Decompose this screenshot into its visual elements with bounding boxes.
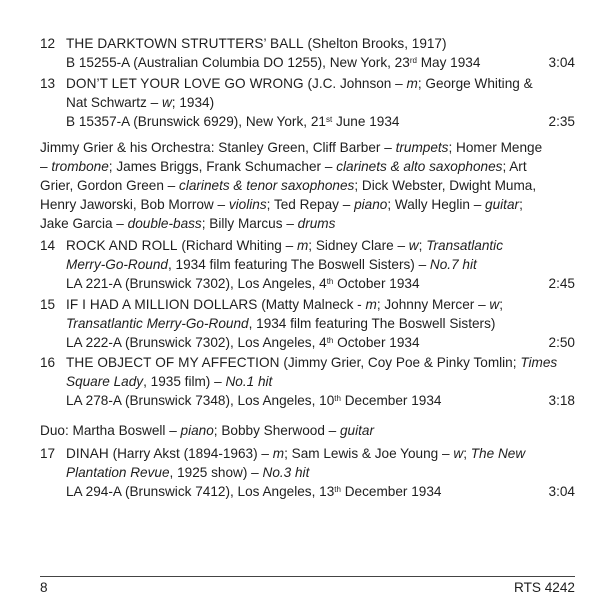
track-number: 16 [40, 355, 56, 370]
instrument: guitar [485, 197, 520, 212]
personnel-text: : Stanley Green, Cliff Barber – [210, 140, 396, 155]
track-credit-italic: Transatlantic Merry-Go-Round [66, 316, 249, 331]
track-duration: 2:35 [548, 114, 575, 129]
recording-date: June 1934 [332, 114, 400, 129]
recording-info: LA 294-A (Brunswick 7412), Los Angeles, 13 [66, 484, 335, 499]
track-credit: (Matty Malneck - [261, 297, 366, 312]
footer-divider [40, 576, 575, 577]
personnel-text: – [40, 159, 52, 174]
track-credit-italic: w [408, 238, 419, 253]
personnel-text: : Martha Boswell – [64, 423, 181, 438]
track-credit: (Harry Akst (1894-1963) – [112, 446, 273, 461]
track-credit-italic: Square Lady [66, 374, 144, 389]
day-suffix: th [334, 394, 341, 403]
personnel-text: ; Bobby Sherwood – [213, 423, 340, 438]
track-credit: , 1934 film featuring The Boswell Sisters) [248, 316, 496, 331]
track-credit: (Richard Whiting – [181, 238, 297, 253]
track-credit: , 1925 show) – [169, 465, 263, 480]
instrument: violins [228, 197, 267, 212]
instrument: guitar [340, 423, 375, 438]
track-credit: , 1934 film featuring The Boswell Sisters) – [167, 257, 430, 272]
track-credit: ; Sidney Clare – [308, 238, 409, 253]
track-credit-italic: Plantation Revue [66, 465, 170, 480]
track-12 [40, 34, 575, 72]
track-credit: (Jimmy Grier, Coy Poe & Pinky Tomlin; [283, 355, 521, 370]
recording-info: LA 221-A (Brunswick 7302), Los Angeles, 4 [66, 276, 327, 291]
personnel-text: ; Ted Repay – [266, 197, 355, 212]
track-title: DON’T LET YOUR LOVE GO WRONG [66, 76, 304, 91]
recording-info: B 15357-A (Brunswick 6929), New York, 21 [66, 114, 326, 129]
track-credit-italic: Transatlantic [426, 238, 503, 253]
track-14 [40, 236, 575, 293]
track-credit-italic: w [489, 297, 500, 312]
orchestra-personnel [40, 138, 580, 233]
track-title: DINAH [66, 446, 109, 461]
personnel-text: ; Art [502, 159, 527, 174]
track-credit: ; George Whiting & [417, 76, 533, 91]
recording-date: December 1934 [340, 484, 442, 499]
personnel-text: Jake Garcia – [40, 216, 128, 231]
track-credit-italic: m [365, 297, 377, 312]
track-16 [40, 353, 575, 410]
track-title: THE OBJECT OF MY AFFECTION [66, 355, 280, 370]
track-number: 15 [40, 297, 56, 312]
recording-date: December 1934 [340, 393, 442, 408]
track-credit-italic: The New [470, 446, 526, 461]
personnel-text: ; Homer Menge [448, 140, 543, 155]
track-credit-italic: w [161, 95, 172, 110]
instrument: double-bass [127, 216, 202, 231]
recording-date: October 1934 [333, 276, 420, 291]
track-credit: ; Sam Lewis & Joe Young – [284, 446, 454, 461]
personnel-text: ; James Briggs, Frank Schumacher – [108, 159, 337, 174]
personnel-text: Grier, Gordon Green – [40, 178, 180, 193]
day-suffix: st [325, 115, 333, 124]
instrument: trombone [51, 159, 109, 174]
track-duration: 3:04 [548, 484, 575, 499]
personnel-text: ; Wally Heglin – [387, 197, 486, 212]
instrument: clarinets & tenor saxophones [179, 178, 355, 193]
chart-position: No.7 hit [429, 257, 477, 272]
track-title: IF I HAD A MILLION DOLLARS [66, 297, 258, 312]
track-credit-italic: Merry-Go-Round [66, 257, 168, 272]
recording-info: LA 222-A (Brunswick 7302), Los Angeles, 4 [66, 335, 327, 350]
duo-personnel [40, 421, 580, 440]
personnel-text: ; Billy Marcus – [201, 216, 298, 231]
track-title: ROCK AND ROLL [66, 238, 178, 253]
track-credit: ; [418, 238, 427, 253]
recording-date: October 1934 [333, 335, 420, 350]
track-credit: , 1935 film) – [143, 374, 226, 389]
track-duration: 2:50 [548, 335, 575, 350]
track-duration: 3:04 [548, 55, 575, 70]
instrument: drums [297, 216, 336, 231]
track-credit-italic: w [453, 446, 464, 461]
track-13 [40, 74, 575, 131]
track-credit-italic: m [296, 238, 309, 253]
chart-position: No.3 hit [262, 465, 310, 480]
track-number: 14 [40, 238, 56, 253]
instrument: piano [354, 197, 388, 212]
track-15 [40, 295, 575, 352]
ensemble-label: Duo [40, 423, 65, 438]
day-suffix: th [334, 485, 341, 494]
track-credit-italic: m [406, 76, 418, 91]
catalog-number: RTS 4242 [514, 580, 575, 595]
track-credit: (Shelton Brooks, 1917) [307, 36, 447, 51]
band-name: Jimmy Grier & his Orchestra [40, 140, 211, 155]
personnel-text: Henry Jaworski, Bob Morrow – [40, 197, 229, 212]
day-suffix: th [326, 277, 334, 286]
recording-info: LA 278-A (Brunswick 7348), Los Angeles, 10 [66, 393, 335, 408]
track-number: 12 [40, 36, 56, 51]
track-credit: Nat Schwartz – [66, 95, 162, 110]
day-suffix: th [326, 336, 334, 345]
recording-info: B 15255-A (Australian Columbia DO 1255), New York, 23 [66, 55, 410, 70]
track-credit-italic: Times [520, 355, 558, 370]
personnel-text: ; [519, 197, 523, 212]
day-suffix: rd [409, 56, 417, 65]
track-17 [40, 444, 575, 501]
page-number: 8 [40, 580, 48, 595]
track-credit-italic: m [272, 446, 285, 461]
track-number: 17 [40, 446, 56, 461]
instrument: clarinets & alto saxophones [336, 159, 503, 174]
track-credit: (J.C. Johnson – [307, 76, 407, 91]
track-duration: 3:18 [548, 393, 575, 408]
track-credit: ; [463, 446, 471, 461]
track-title: THE DARKTOWN STRUTTERS’ BALL [66, 36, 304, 51]
track-credit: ; Johnny Mercer – [376, 297, 490, 312]
recording-date: May 1934 [416, 55, 481, 70]
track-credit: ; 1934) [171, 95, 215, 110]
instrument: piano [180, 423, 214, 438]
instrument: trumpets [395, 140, 449, 155]
track-credit: ; [499, 297, 504, 312]
track-duration: 2:45 [548, 276, 575, 291]
track-number: 13 [40, 76, 56, 91]
personnel-text: ; Dick Webster, Dwight Muma, [354, 178, 537, 193]
chart-position: No.1 hit [225, 374, 273, 389]
